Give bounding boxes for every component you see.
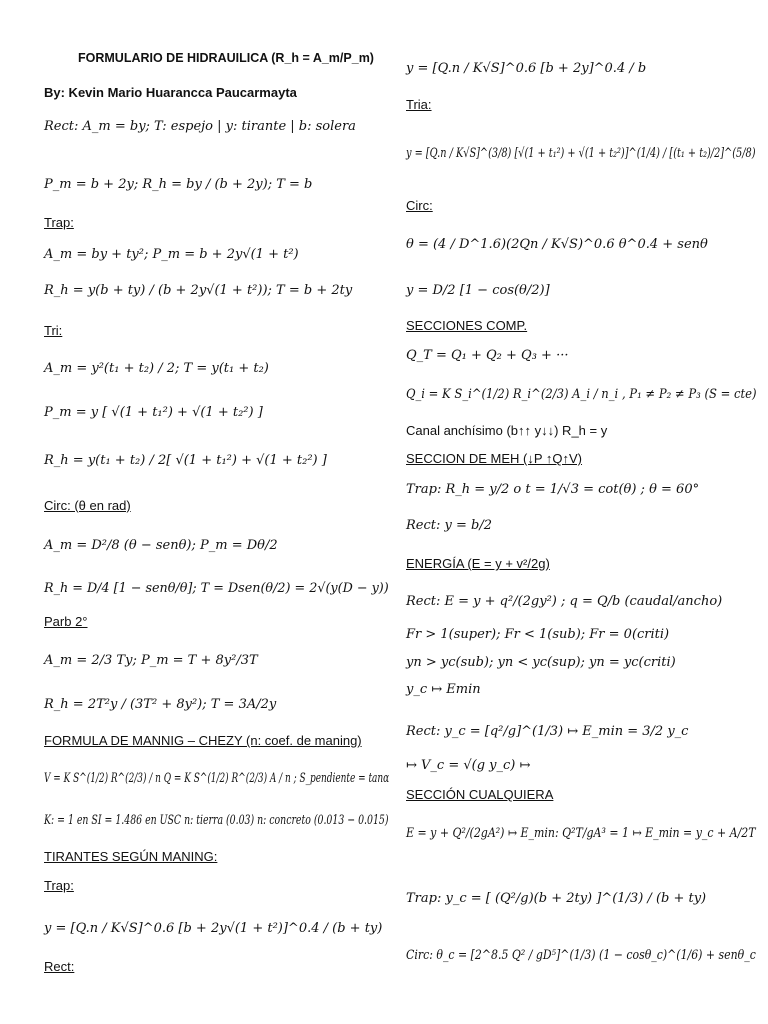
tirantes-circ-theta-line: θ = (4 / D^1.6)(2Qn / K√S)^0.6 θ^0.4 + senθ bbox=[406, 237, 708, 252]
cualquiera-energy-line: E = y + Q²/(2gA²) ↦ E_min: Q²T/gA³ = 1 ↦ E_min = y_c + A/2T bbox=[406, 826, 756, 841]
circ-area-line: A_m = D²/8 (θ − senθ); P_m = Dθ/2 bbox=[44, 538, 278, 553]
comp-qi-line: Q_i = K S_i^(1/2) R_i^(2/3) A_i / n_i , P₁ ≠ P₂ ≠ P₃ (S = cte) bbox=[406, 387, 757, 402]
section-meh: SECCION DE MEH (↓P ↑Q↑V) bbox=[406, 451, 583, 466]
section-tirantes-rect: Rect: bbox=[44, 959, 75, 974]
section-parb: Parb 2° bbox=[44, 614, 88, 629]
parb-radius-line: R_h = 2T²y / (3T² + 8y²); T = 3A/2y bbox=[44, 697, 277, 712]
page-title: FORMULARIO DE HIDRAUILICA (R_h = A_m/P_m) bbox=[78, 51, 374, 65]
critical-velocity-line: ↦ V_c = √(g y_c) ↦ bbox=[406, 758, 531, 773]
tri-radius-line: R_h = y(t₁ + t₂) / 2[ √(1 + t₁²) + √(1 + t₂²) ] bbox=[44, 453, 327, 468]
tirante-regime-line: yn > yc(sub); yn < yc(sup); yn = yc(criti) bbox=[406, 655, 676, 670]
yc-emin-line: y_c ↦ Emin bbox=[406, 682, 481, 697]
rect-area-line: Rect: A_m = by; T: espejo | y: tirante | b: solera bbox=[44, 119, 356, 134]
parb-area-line: A_m = 2/3 Ty; P_m = T + 8y²/3T bbox=[44, 653, 258, 668]
section-circ: Circ: (θ en rad) bbox=[44, 498, 131, 513]
froude-line: Fr > 1(super); Fr < 1(sub); Fr = 0(criti) bbox=[406, 627, 670, 642]
section-tirantes-circ: Circ: bbox=[406, 198, 433, 213]
section-cualquiera: SECCIÓN CUALQUIERA bbox=[406, 787, 554, 802]
section-tri: Tri: bbox=[44, 323, 63, 338]
section-tirantes: TIRANTES SEGÚN MANING: bbox=[44, 849, 218, 864]
tirantes-trap-line: y = [Q.n / K√S]^0.6 [b + 2y√(1 + t²)]^0.4 / (b + ty) bbox=[44, 921, 383, 936]
manning-formula-line: V = K S^(1/2) R^(2/3) / n Q = K S^(1/2) R^(2/3) A / n ; S_pendiente = tanα bbox=[44, 771, 390, 786]
section-secciones-comp: SECCIONES COMP. bbox=[406, 318, 528, 333]
manning-k-line: K: = 1 en SI = 1.486 en USC n: tierra (0.03) n: concreto (0.013 − 0.015) bbox=[44, 813, 389, 828]
author-line: By: Kevin Mario Huarancca Paucarmayta bbox=[44, 85, 297, 100]
energia-rect-line: Rect: E = y + q²/(2gy²) ; q = Q/b (caudal/ancho) bbox=[406, 594, 723, 609]
tri-perimeter-line: P_m = y [ √(1 + t₁²) + √(1 + t₂²) ] bbox=[44, 405, 263, 420]
section-manning-chezy: FORMULA DE MANNIG – CHEZY (n: coef. de maning) bbox=[44, 733, 362, 748]
tri-area-line: A_m = y²(t₁ + t₂) / 2; T = y(t₁ + t₂) bbox=[44, 361, 269, 376]
critical-rect-line: Rect: y_c = [q²/g]^(1/3) ↦ E_min = 3/2 y_c bbox=[406, 724, 689, 739]
cualquiera-circ-line: Circ: θ_c = [2^8.5 Q² / gD⁵]^(1/3) (1 − cosθ_c)^(1/6) + senθ_c bbox=[406, 948, 756, 963]
section-energia: ENERGÍA (E = y + v²/2g) bbox=[406, 556, 550, 571]
meh-rect-line: Rect: y = b/2 bbox=[406, 518, 492, 533]
section-tria: Tria: bbox=[406, 97, 432, 112]
section-trap: Trap: bbox=[44, 215, 74, 230]
meh-trap-line: Trap: R_h = y/2 o t = 1/√3 = cot(θ) ; θ = 60° bbox=[406, 482, 700, 497]
circ-radius-line: R_h = D/4 [1 − senθ/θ]; T = Dsen(θ/2) = 2√(y(D − y)) bbox=[44, 581, 389, 596]
rect-perimeter-line: P_m = b + 2y; R_h = by / (b + 2y); T = b bbox=[44, 177, 313, 192]
section-tirantes-trap: Trap: bbox=[44, 878, 74, 893]
canal-anchisimo-line: Canal anchísimo (b↑↑ y↓↓) R_h = y bbox=[406, 423, 608, 438]
tirantes-circ-y-line: y = D/2 [1 − cos(θ/2)] bbox=[406, 283, 550, 298]
cualquiera-trap-line: Trap: y_c = [ (Q²/g)(b + 2ty) ]^(1/3) / (b + ty) bbox=[406, 891, 707, 906]
comp-qt-line: Q_T = Q₁ + Q₂ + Q₃ + ··· bbox=[406, 348, 569, 363]
tirantes-tria-line: y = [Q.n / K√S]^(3/8) [√(1 + t₁²) + √(1 + t₂²)]^(1/4) / [(t₁ + t₂)/2]^(5/8) bbox=[406, 146, 756, 161]
tirantes-rect-line: y = [Q.n / K√S]^0.6 [b + 2y]^0.4 / b bbox=[406, 61, 647, 76]
trap-area-line: A_m = by + ty²; P_m = b + 2y√(1 + t²) bbox=[44, 247, 299, 262]
trap-radius-line: R_h = y(b + ty) / (b + 2y√(1 + t²)); T = b + 2ty bbox=[44, 283, 353, 298]
